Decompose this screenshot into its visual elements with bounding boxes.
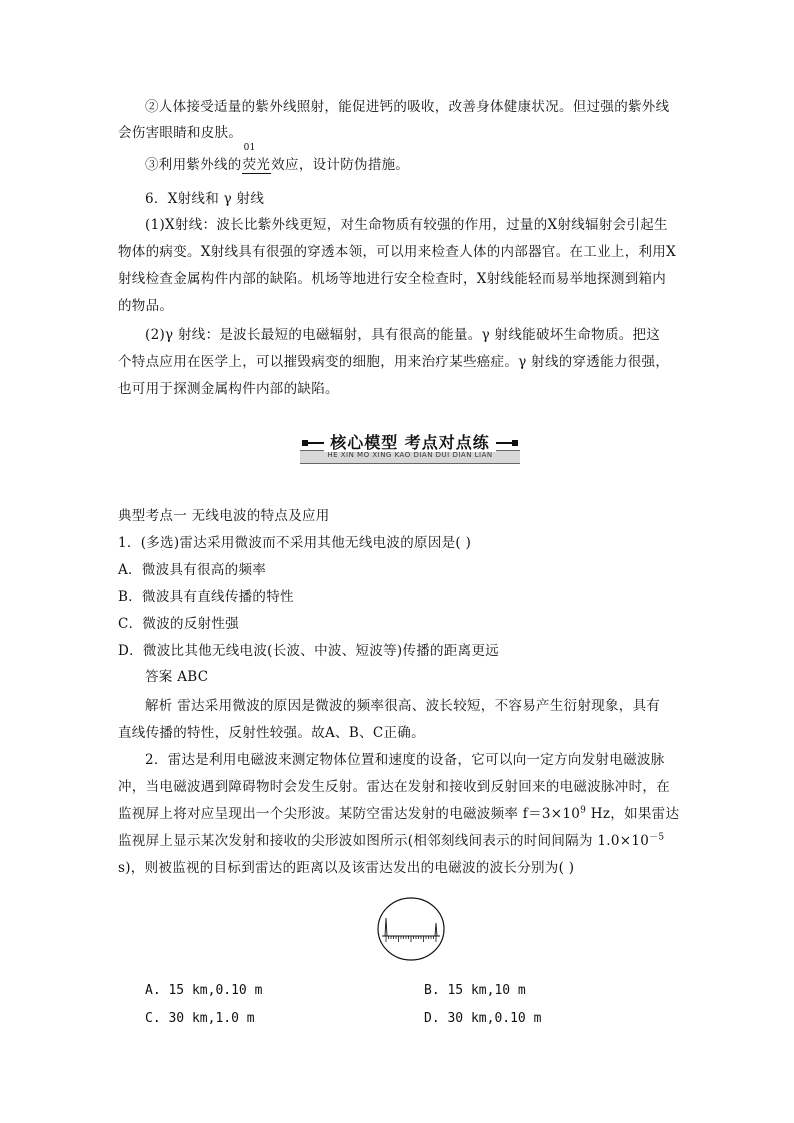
section-banner: [300, 430, 520, 464]
question-2-option-a: A. 15 km,0.10 m: [145, 983, 263, 998]
uv-paragraph-2-line-2: 会伤害眼睛和皮肤。: [118, 125, 243, 141]
question-2-stem-line-2: 冲，当电磁波遇到障碍物时会发生反射。雷达在发射和接收到反射回来的电磁波脉冲时，在: [118, 779, 670, 795]
uv-paragraph-3-suffix: 效应，设计防伪措施。: [271, 157, 410, 173]
xray-line-3: 射线检查金属构件内部的缺陷。机场等地进行安全检查时，X射线能轻而易举地探测到箱内: [118, 271, 667, 287]
uv-paragraph-2-line-1: ②人体接受适量的紫外线照射，能促进钙的吸收，改善身体健康状况。但过强的紫外线: [145, 99, 670, 115]
banner-subtitle: HE XIN MO XING KAO DIAN DUI DIAN LIAN: [327, 451, 493, 459]
gamma-line-2: 个特点应用在医学上，可以摧毁病变的细胞，用来治疗某些癌症。γ 射线的穿透能力很强，: [118, 354, 670, 370]
question-1-option-c: C．微波的反射性强: [118, 616, 240, 632]
question-1-analysis-line-1: 解析 雷达采用微波的原因是微波的频率很高、波长较短，不容易产生衍射现象，具有: [145, 698, 661, 714]
xray-line-4: 的物品。: [118, 298, 174, 314]
banner-title: 核心模型 考点对点练: [300, 430, 520, 453]
exponent: 9: [580, 805, 587, 816]
question-1-option-b: B．微波具有直线传播的特性: [118, 589, 294, 605]
question-1-option-d: D．微波比其他无线电波(长波、中波、短波等)传播的距离更远: [118, 643, 500, 659]
question-2-option-d: D. 30 km,0.10 m: [424, 1011, 542, 1026]
question-1-stem: 1．(多选)雷达采用微波而不采用其他无线电波的原因是( ): [118, 535, 472, 551]
question-1-analysis-line-2: 直线传播的特性，反射性较强。故A、B、C正确。: [118, 725, 425, 741]
question-2-option-c: C. 30 km,1.0 m: [145, 1011, 255, 1026]
question-2-stem-line-4: 监视屏上显示某次发射和接收的尖形波如图所示(相邻刻线间表示的时间间隔为 $1.0\times 10^{-5}$: [118, 832, 665, 849]
question-1-option-a: A．微波具有很高的频率: [118, 562, 267, 578]
radar-screen-outline: [378, 898, 444, 960]
xray-line-2: 物体的病变。X射线具有很强的穿透本领，可以用来检查人体的内部器官。在工业上，利用X: [118, 244, 677, 260]
fill-in-blank: [242, 143, 272, 175]
radar-screen-figure: [376, 896, 446, 962]
question-2-stem-line-1: 2．雷达是利用电磁波来测定物体位置和速度的设备，它可以向一定方向发射电磁波脉: [145, 752, 665, 768]
exponent: －5: [649, 832, 665, 843]
question-2-stem-line-3: 监视屏上将对应呈现出一个尖形波。某防空雷达发射的电磁波频率 $f=3\times 10^9$ Hz，如果雷达: [118, 805, 680, 822]
gamma-line-3: 也可用于探测金属构件内部的缺陷。: [118, 381, 339, 397]
gamma-line-1: (2)γ 射线：是波长最短的电磁辐射，具有很高的能量。γ 射线能破坏生命物质。把这: [145, 327, 661, 343]
blank-number: 01: [243, 143, 256, 153]
xray-line-1: (1)X射线：波长比紫外线更短，对生命物质有较强的作用，过量的X射线辐射会引起生: [145, 217, 668, 233]
question-2-stem-line-5: s)，则被监视的目标到雷达的距离以及该雷达发出的电磁波的波长分别为( ): [118, 860, 575, 876]
blank-answer: 荧光: [242, 157, 271, 173]
question-2-option-b: B. 15 km,10 m: [424, 983, 526, 998]
uv-paragraph-3-prefix: ③利用紫外线的: [145, 157, 242, 173]
section-6-heading: 6．X射线和 γ 射线: [145, 191, 265, 207]
question-1-answer: 答案 ABC: [145, 669, 209, 685]
topic-heading: 典型考点一 无线电波的特点及应用: [118, 508, 330, 524]
uv-paragraph-3: [145, 143, 410, 175]
